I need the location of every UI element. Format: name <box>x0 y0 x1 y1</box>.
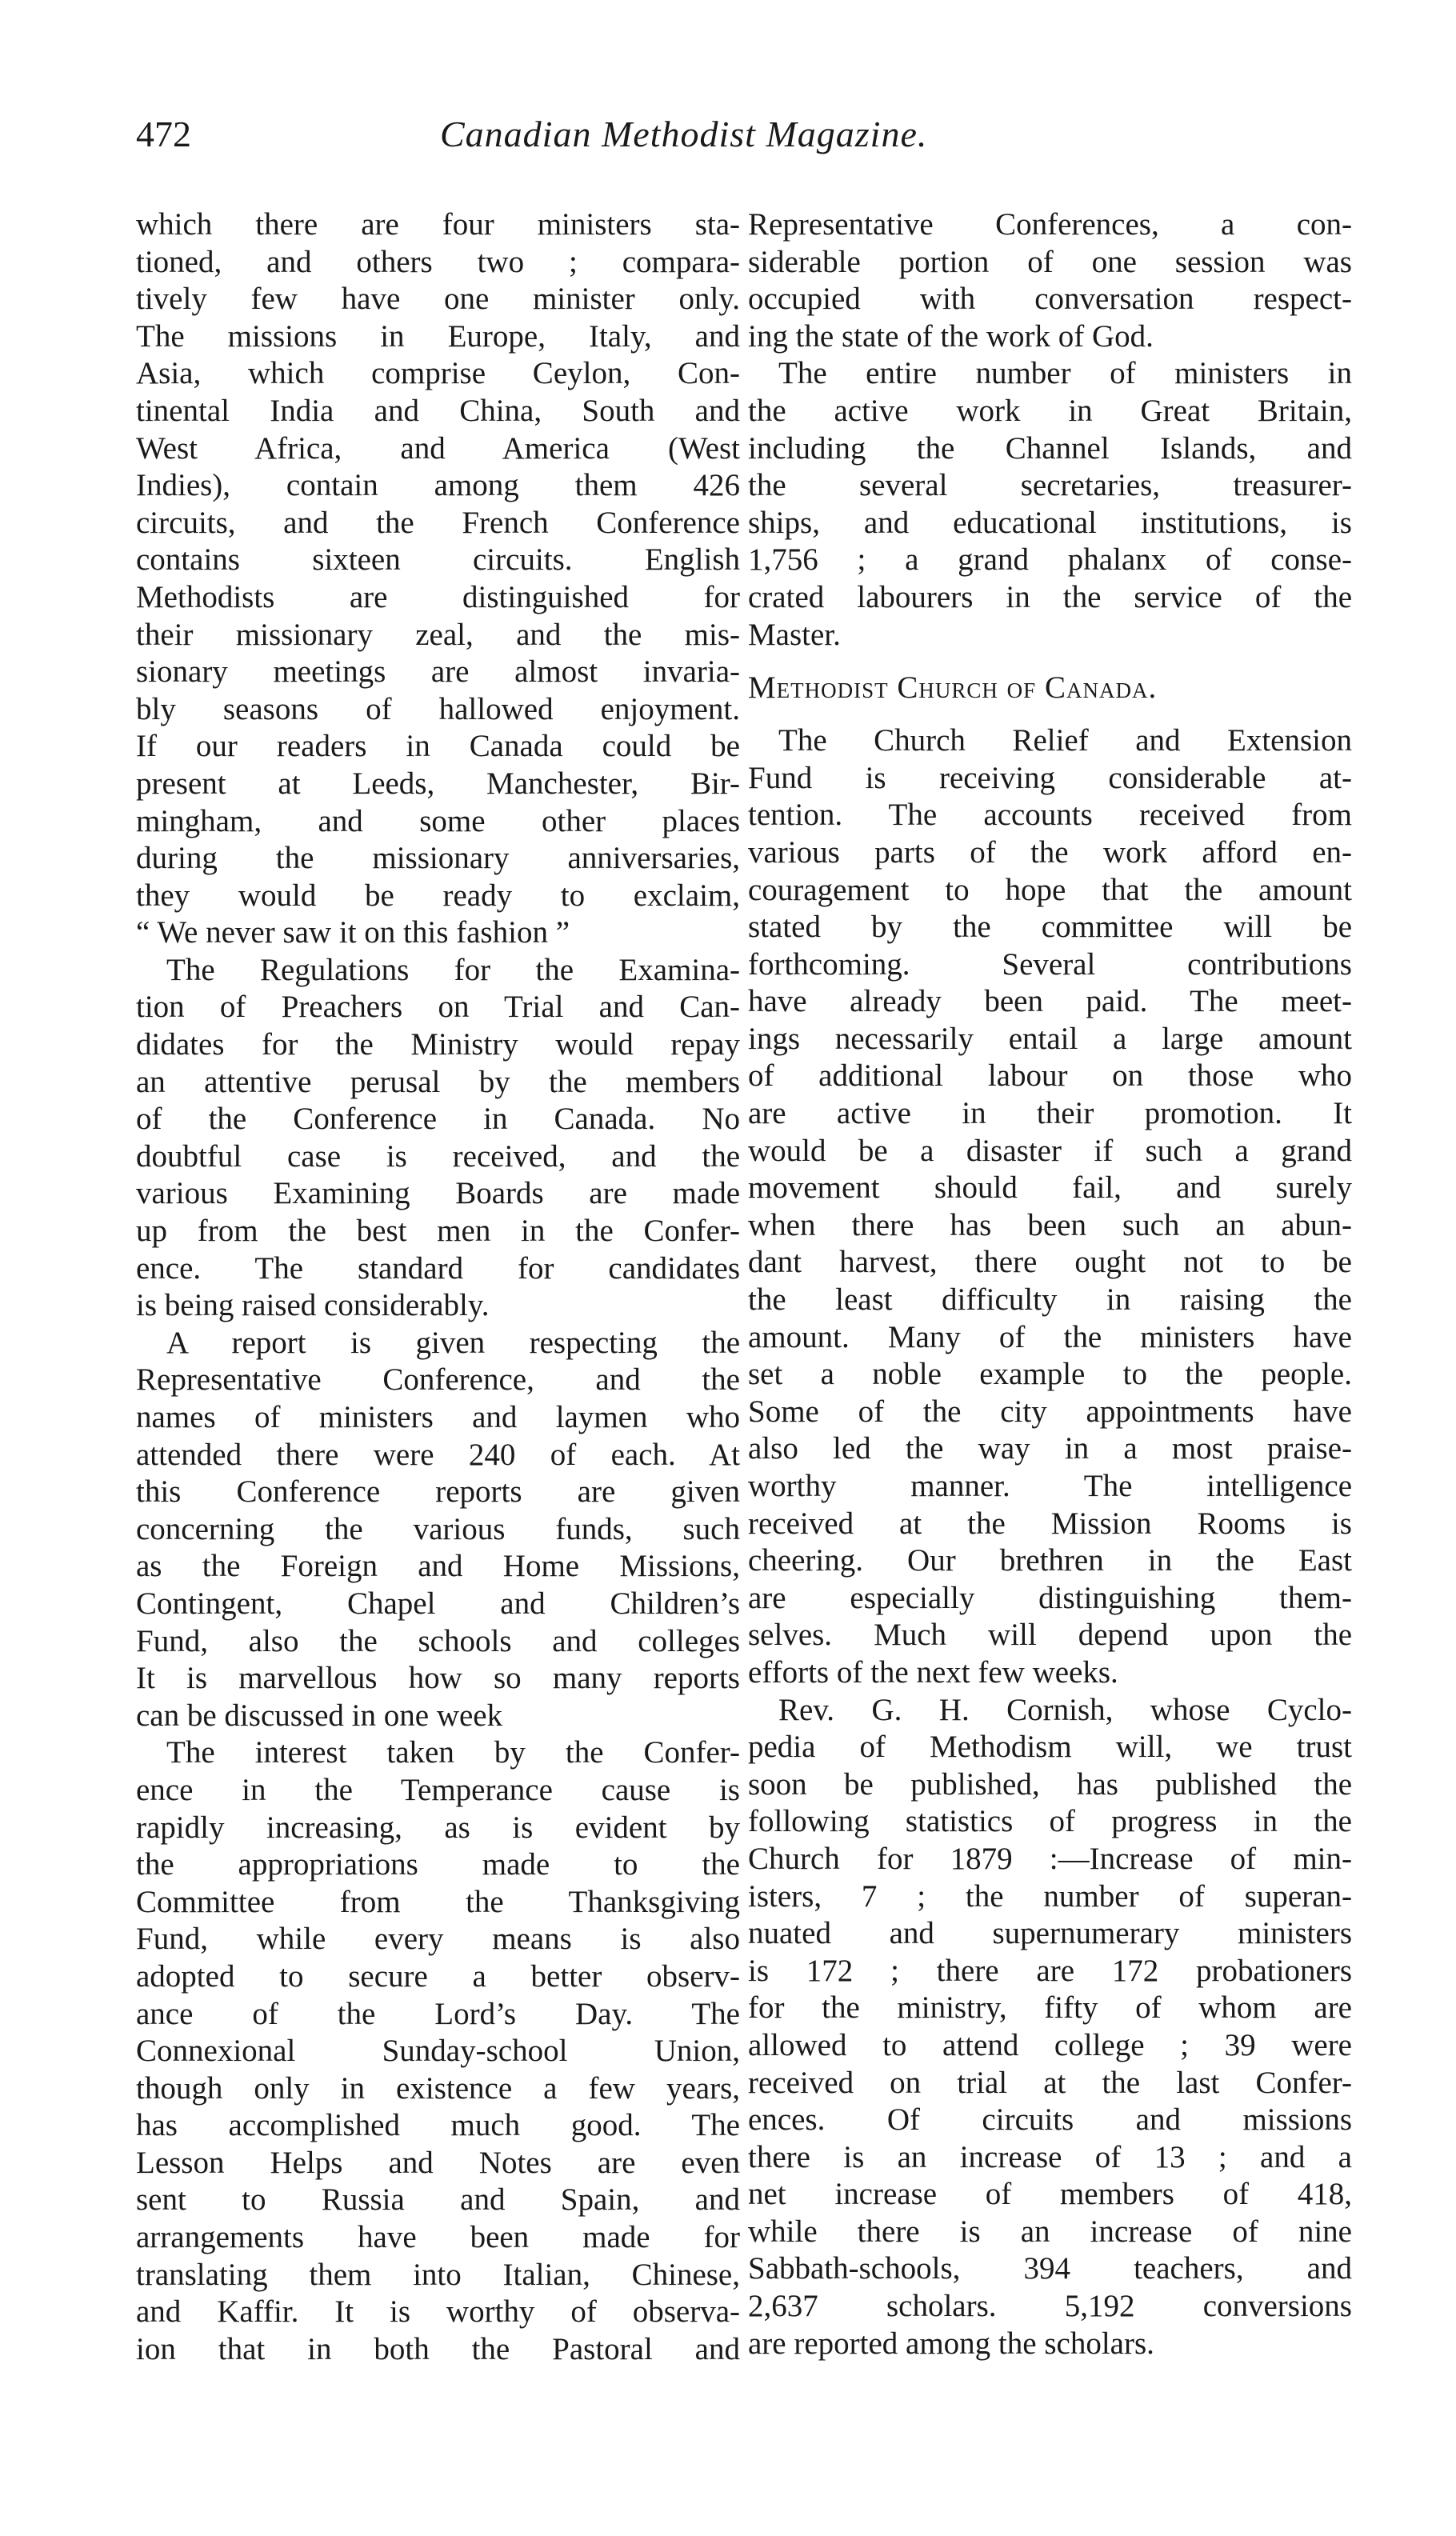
text-line: ence in the Temperance cause is <box>136 1772 740 1807</box>
text-line: circuits, and the French Conference <box>136 505 740 540</box>
text-line: various Examining Boards are made <box>136 1176 740 1211</box>
text-line: received at the Mission Rooms is <box>748 1506 1352 1541</box>
text-line: ance of the Lord’s Day. The <box>136 1996 740 2031</box>
text-line: names of ministers and laymen who <box>136 1400 740 1434</box>
text-line: can be discussed in one week <box>136 1698 503 1733</box>
text-line: crated labourers in the service of the <box>748 579 1352 614</box>
text-line: is 172 ; there are 172 probationers <box>748 1953 1352 1988</box>
text-line: ings necessarily entail a large amount <box>748 1021 1352 1056</box>
text-line: an attentive perusal by the members <box>136 1064 740 1099</box>
text-line: ships, and educational institutions, is <box>748 505 1352 540</box>
text-line: for the ministry, fifty of whom are <box>748 1990 1352 2026</box>
text-line: the active work in Great Britain, <box>748 393 1352 428</box>
text-line: bly seasons of hallowed enjoyment. <box>136 691 740 726</box>
page-number: 472 <box>136 114 191 154</box>
text-line: during the missionary anniversaries, <box>136 841 740 876</box>
running-title: Canadian Methodist Magazine. <box>440 114 928 154</box>
text-line: Fund, also the schools and colleges <box>136 1623 740 1658</box>
text-line: “ We never saw it on this fashion ” <box>136 915 570 950</box>
text-line: present at Leeds, Manchester, Bir- <box>136 766 740 801</box>
right-column <box>748 206 1352 2362</box>
text-line: adopted to secure a better observ- <box>136 1958 740 1994</box>
text-line: The Regulations for the Examina- <box>166 952 740 987</box>
text-line: It is marvellous how so many reports <box>136 1661 740 1696</box>
text-line: didates for the Ministry would repay <box>136 1027 740 1062</box>
right-column-intro <box>748 206 1352 654</box>
text-line: attended there were 240 of each. At <box>136 1437 740 1472</box>
text-line: also led the way in a most praise- <box>748 1431 1352 1466</box>
text-line: Church for 1879 :—Increase of min- <box>748 1841 1352 1876</box>
text-line: Fund, while every means is also <box>136 1922 740 1957</box>
text-line: couragement to hope that the amount <box>748 872 1352 907</box>
text-line: tention. The accounts received from <box>748 798 1352 833</box>
text-line: Committee from the Thanksgiving <box>136 1884 740 1919</box>
text-line: Connexional Sunday-school Union, <box>136 2034 740 2069</box>
text-line: various parts of the work afford en- <box>748 834 1352 870</box>
text-line: as the Foreign and Home Missions, <box>136 1549 740 1584</box>
text-line: dant harvest, there ought not to be <box>748 1245 1352 1280</box>
text-line: of the Conference in Canada. No <box>136 1102 740 1137</box>
right-column-body <box>748 722 1352 2362</box>
text-line: The entire number of ministers in <box>778 356 1352 391</box>
text-line: efforts of the next few weeks. <box>748 1654 1118 1690</box>
text-line: sionary meetings are almost invaria- <box>136 654 740 690</box>
text-line: when there has been such an abun- <box>748 1207 1352 1242</box>
text-line: ing the state of the work of God. <box>748 318 1154 354</box>
text-line: sent to Russia and Spain, and <box>136 2182 740 2218</box>
text-line: Lesson Helps and Notes are even <box>136 2145 740 2180</box>
text-line: would be a disaster if such a grand <box>748 1133 1352 1168</box>
text-line: including the Channel Islands, and <box>748 430 1352 466</box>
text-line: ence. The standard for candidates <box>136 1250 740 1286</box>
text-line: ences. Of circuits and missions <box>748 2102 1352 2138</box>
text-line: Master. <box>748 617 841 652</box>
text-line: cheering. Our brethren in the East <box>748 1543 1352 1578</box>
text-line: net increase of members of 418, <box>748 2177 1352 2212</box>
text-line: movement should fail, and surely <box>748 1170 1352 1206</box>
text-line: The interest taken by the Confer- <box>166 1735 740 1770</box>
text-line: the appropriations made to the <box>136 1847 740 1882</box>
text-line: translating them into Italian, Chinese, <box>136 2257 740 2292</box>
text-line: stated by the committee will be <box>748 910 1352 945</box>
text-line: siderable portion of one session was <box>748 244 1352 279</box>
text-line: while there is an increase of nine <box>748 2214 1352 2249</box>
text-line: are especially distinguishing them- <box>748 1580 1352 1615</box>
section-heading: Methodist Church of Canada. <box>748 670 1158 706</box>
text-line: the several secretaries, treasurer- <box>748 468 1352 503</box>
text-line: the least difficulty in raising the <box>748 1282 1352 1318</box>
text-line: Representative Conference, and the <box>136 1362 740 1398</box>
text-line: received on trial at the last Confer- <box>748 2065 1352 2100</box>
text-line: and Kaffir. It is worthy of observa- <box>136 2294 740 2330</box>
text-line: concerning the various funds, such <box>136 1511 740 1546</box>
text-line: amount. Many of the ministers have <box>748 1319 1352 1354</box>
text-line: which there are four ministers sta- <box>136 207 740 242</box>
text-line: allowed to attend college ; 39 were <box>748 2027 1352 2062</box>
text-line: Sabbath-schools, 394 teachers, and <box>748 2251 1352 2286</box>
text-line: tioned, and others two ; compara- <box>136 244 740 279</box>
text-line: soon be published, has published the <box>748 1766 1352 1802</box>
text-line: Representative Conferences, a con- <box>748 207 1352 242</box>
text-line: there is an increase of 13 ; and a <box>748 2139 1352 2174</box>
text-line: Asia, which comprise Ceylon, Con- <box>136 356 740 391</box>
text-line: selves. Much will depend upon the <box>748 1618 1352 1653</box>
text-line: worthy manner. The intelligence <box>748 1469 1352 1503</box>
text-line: tinental India and China, South and <box>136 393 740 428</box>
text-line: have already been paid. The meet- <box>748 984 1352 1019</box>
text-line: rapidly increasing, as is evident by <box>136 1810 740 1845</box>
text-line: set a noble example to the people. <box>748 1357 1352 1392</box>
text-line: If our readers in Canada could be <box>136 729 740 764</box>
text-line: they would be ready to exclaim, <box>136 878 740 913</box>
text-line: tion of Preachers on Trial and Can- <box>136 990 740 1025</box>
text-line: is being raised considerably. <box>136 1288 490 1323</box>
text-line: arrangements have been made for <box>136 2220 740 2255</box>
text-line: of additional labour on those who <box>748 1058 1352 1094</box>
text-line: this Conference reports are given <box>136 1474 740 1510</box>
text-line: The missions in Europe, Italy, and <box>136 318 740 354</box>
text-line: following statistics of progress in the <box>748 1804 1352 1839</box>
left-column <box>136 206 740 2368</box>
text-line: forthcoming. Several contributions <box>748 946 1352 982</box>
text-line: West Africa, and America (West <box>136 430 740 466</box>
text-line: Methodists are distinguished for <box>136 579 740 614</box>
text-line: are active in their promotion. It <box>748 1096 1352 1131</box>
text-line: mingham, and some other places <box>136 803 740 838</box>
text-line: up from the best men in the Confer- <box>136 1214 740 1249</box>
text-line: ion that in both the Pastoral and <box>136 2331 740 2366</box>
text-line: are reported among the scholars. <box>748 2326 1154 2361</box>
text-line: doubtful case is received, and the <box>136 1138 740 1174</box>
text-line: occupied with conversation respect- <box>748 282 1352 317</box>
text-line: Some of the city appointments have <box>748 1394 1352 1429</box>
text-line: nuated and supernumerary ministers <box>748 1916 1352 1951</box>
text-line: though only in existence a few years, <box>136 2070 740 2106</box>
text-line: 1,756 ; a grand phalanx of conse- <box>748 542 1352 578</box>
text-line: their missionary zeal, and the mis- <box>136 617 740 652</box>
text-line: Indies), contain among them 426 <box>136 468 740 503</box>
text-line: Rev. G. H. Cornish, whose Cyclo- <box>778 1692 1352 1727</box>
text-line: A report is given respecting the <box>166 1325 740 1360</box>
text-line: has accomplished much good. The <box>136 2108 740 2143</box>
text-line: Fund is receiving considerable at- <box>748 760 1352 795</box>
text-line: tively few have one minister only. <box>136 282 740 317</box>
text-line: contains sixteen circuits. English <box>136 542 740 578</box>
text-line: isters, 7 ; the number of superan- <box>748 1878 1352 1914</box>
text-line: pedia of Methodism will, we trust <box>748 1730 1352 1765</box>
text-line: The Church Relief and Extension <box>778 723 1352 758</box>
page-header <box>136 110 1352 166</box>
text-line: Contingent, Chapel and Children’s <box>136 1586 740 1621</box>
text-line: 2,637 scholars. 5,192 conversions <box>748 2289 1352 2324</box>
